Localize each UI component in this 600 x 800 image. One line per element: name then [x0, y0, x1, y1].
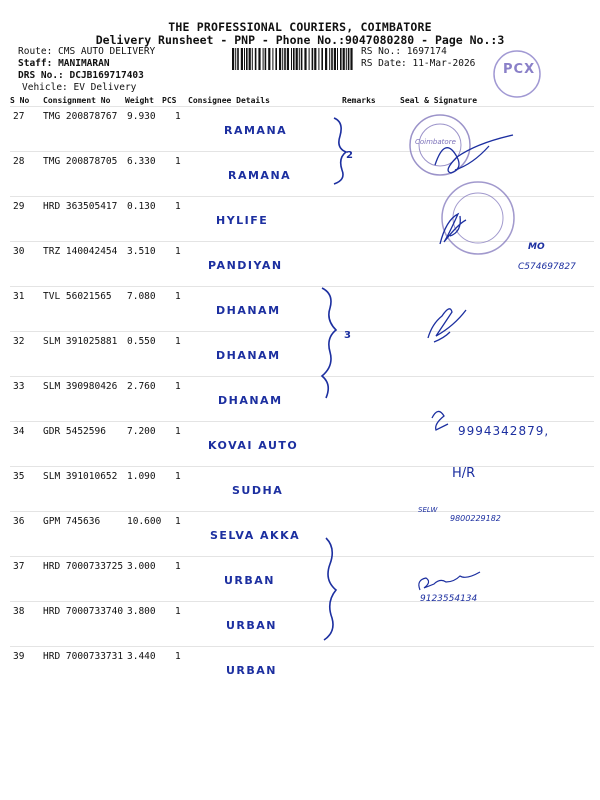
row-consignee-handwritten: URBAN [224, 574, 276, 587]
row-consignment-number: TMG 200878767 [43, 111, 118, 122]
row-weight: 0.550 [127, 336, 156, 347]
rs-date: RS Date: 11-Mar-2026 [361, 58, 476, 69]
row-consignee-handwritten: URBAN [226, 664, 278, 677]
row-weight: 3.800 [127, 606, 156, 617]
rs-number: RS No.: 1697174 [361, 46, 447, 57]
row-consignment-number: TMG 200878705 [43, 156, 118, 167]
row-weight: 0.130 [127, 201, 156, 212]
col-remarks: Remarks [342, 96, 376, 105]
selva-note: SELW [418, 506, 438, 514]
row-sno: 39 [13, 651, 25, 662]
runsheet-subtitle: Delivery Runsheet - PNP - Phone No.:9047080280 - Page No.:3 [95, 33, 505, 47]
row-pcs: 1 [175, 471, 181, 482]
row-consignee-handwritten: DHANAM [218, 394, 283, 407]
row-pcs: 1 [175, 381, 181, 392]
row-weight: 10.600 [127, 516, 162, 527]
kovai-phone: 9994342879, [458, 424, 550, 438]
row-consignment-number: TRZ 140042454 [43, 246, 118, 257]
row-pcs: 1 [175, 246, 181, 257]
seal-text: Coimbatore [415, 138, 456, 146]
col-weight: Weight [125, 96, 154, 105]
row-weight: 3.000 [127, 561, 156, 572]
row-consignment-number: GPM 745636 [43, 516, 101, 527]
col-consignment: Consignment No [43, 96, 111, 105]
row-consignment-number: HRD 7000733740 [43, 606, 124, 617]
group-count-2: 3 [344, 330, 353, 341]
route: Route: CMS AUTO DELIVERY [18, 46, 156, 57]
row-consignment-number: SLM 391010652 [43, 471, 118, 482]
col-seal: Seal & Signature [400, 96, 478, 105]
row-pcs: 1 [175, 156, 181, 167]
row-weight: 1.090 [127, 471, 156, 482]
row-sno: 29 [13, 201, 25, 212]
selva-phone: 9800229182 [450, 514, 501, 523]
row-sno: 27 [13, 111, 25, 122]
row-weight: 6.330 [127, 156, 156, 167]
row-sno: 36 [13, 516, 25, 527]
row-sno: 35 [13, 471, 25, 482]
row-sno: 30 [13, 246, 25, 257]
mo-number: C574697827 [518, 262, 576, 272]
row-consignment-number: HRD 363505417 [43, 201, 118, 212]
mo-note: MO [528, 242, 545, 252]
col-sno: S No [10, 96, 30, 105]
row-weight: 3.510 [127, 246, 156, 257]
row-weight: 2.760 [127, 381, 156, 392]
row-pcs: 1 [175, 291, 181, 302]
row-pcs: 1 [175, 606, 181, 617]
row-consignment-number: SLM 391025881 [43, 336, 118, 347]
pcx-stamp-text: PCX [503, 62, 536, 77]
row-pcs: 1 [175, 111, 181, 122]
row-sno: 31 [13, 291, 25, 302]
row-consignee-handwritten: PANDIYAN [208, 259, 283, 272]
row-consignee-handwritten: KOVAI AUTO [208, 439, 299, 452]
row-sno: 32 [13, 336, 25, 347]
row-consignment-number: HRD 7000733725 [43, 561, 124, 572]
row-consignee-handwritten: URBAN [226, 619, 278, 632]
drs-label: DRS No.: [18, 70, 64, 81]
staff-name: MANIMARAN [58, 58, 110, 69]
group-count-1: 2 [346, 150, 355, 161]
runsheet-title: THE PROFESSIONAL COURIERS, COIMBATORE [168, 20, 432, 34]
row-pcs: 1 [175, 426, 181, 437]
col-pcs: PCS [162, 96, 177, 105]
row-consignee-handwritten: RAMANA [224, 124, 288, 137]
row-pcs: 1 [175, 516, 181, 527]
row-weight: 9.930 [127, 111, 156, 122]
row-consignee-handwritten: HYLIFE [216, 214, 269, 227]
row-weight: 7.080 [127, 291, 156, 302]
vehicle: Vehicle: EV Delivery [22, 82, 137, 93]
col-consignee: Consignee Details [188, 96, 270, 105]
row-pcs: 1 [175, 651, 181, 662]
urban-phone: 9123554134 [420, 594, 478, 604]
row-consignment-number: SLM 390980426 [43, 381, 118, 392]
row-weight: 3.440 [127, 651, 156, 662]
row-consignment-number: TVL 56021565 [43, 291, 112, 302]
row-consignment-number: GDR 5452596 [43, 426, 106, 437]
row-consignee-handwritten: DHANAM [216, 349, 281, 362]
row-consignee-handwritten: RAMANA [228, 169, 292, 182]
staff-label: Staff: [18, 58, 53, 69]
row-consignee-handwritten: SELVA AKKA [210, 529, 301, 542]
row-pcs: 1 [175, 201, 181, 212]
row-consignee-handwritten: SUDHA [232, 484, 284, 497]
row-pcs: 1 [175, 336, 181, 347]
row-sno: 33 [13, 381, 25, 392]
row-consignee-handwritten: DHANAM [216, 304, 281, 317]
row-sno: 28 [13, 156, 25, 167]
sudha-remark: H/R [452, 466, 476, 481]
drs-number: DCJB169717403 [69, 70, 144, 81]
row-sno: 37 [13, 561, 25, 572]
row-weight: 7.200 [127, 426, 156, 437]
row-pcs: 1 [175, 561, 181, 572]
row-consignment-number: HRD 7000733731 [43, 651, 124, 662]
row-sno: 38 [13, 606, 25, 617]
row-sno: 34 [13, 426, 25, 437]
